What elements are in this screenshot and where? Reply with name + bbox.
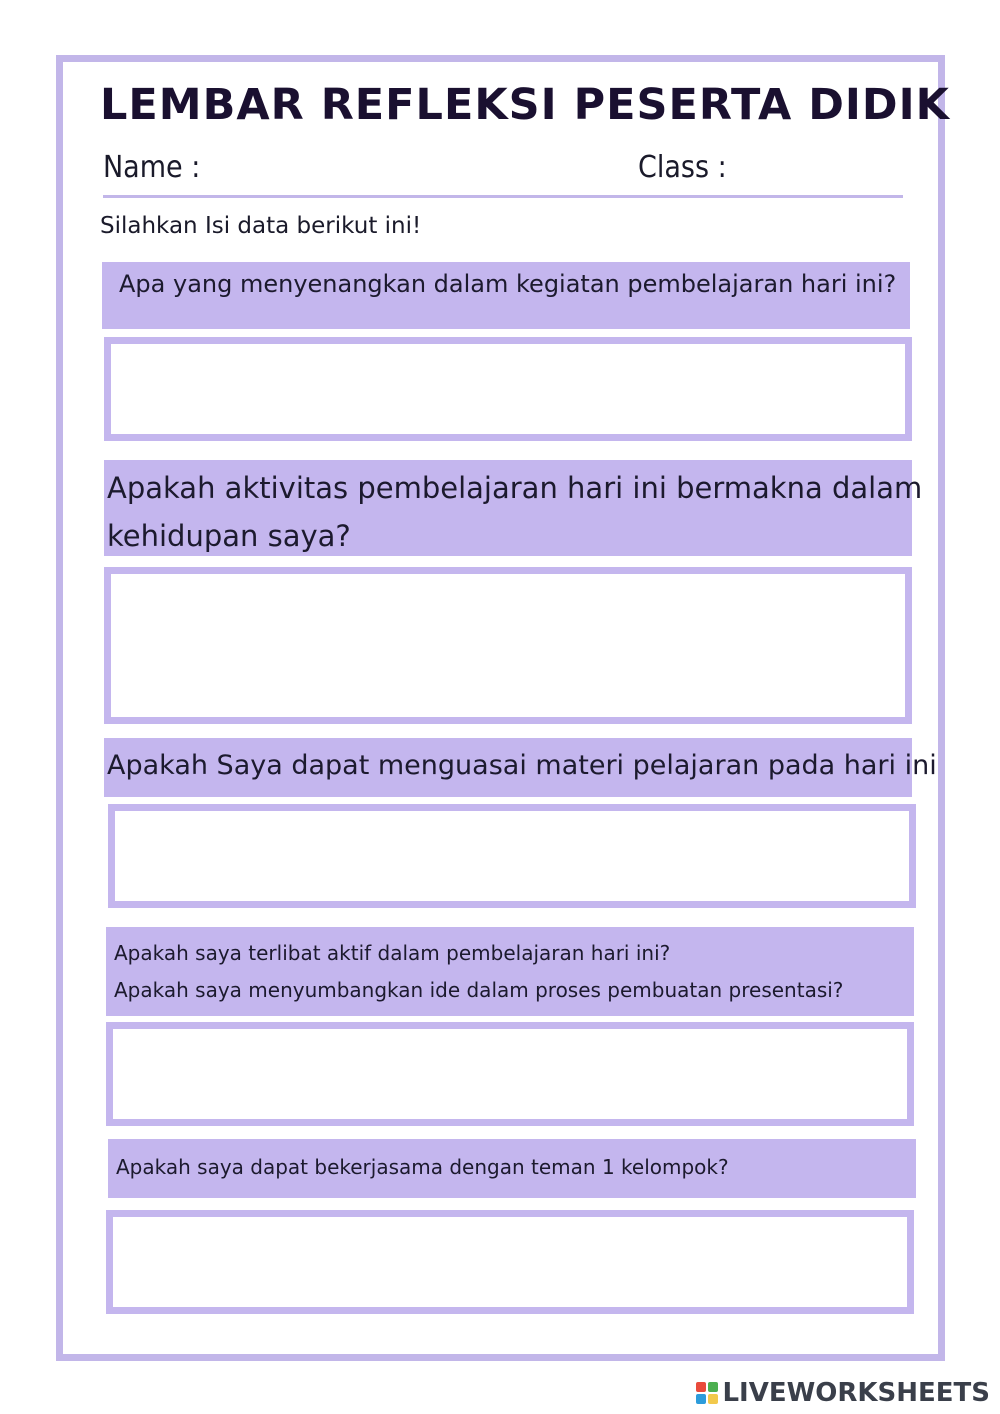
question-2 <box>104 460 923 556</box>
question-2-line-1: Apakah aktivitas pembelajaran hari ini bermakna dalam <box>107 471 923 505</box>
logo-square-red <box>696 1382 706 1392</box>
answer-box-4[interactable] <box>106 1022 914 1126</box>
logo-square-blue <box>696 1394 706 1404</box>
question-1 <box>102 262 910 329</box>
question-1-line-1: Apa yang menyenangkan dalam kegiatan pembelajaran hari ini? <box>119 270 897 298</box>
liveworksheets-footer[interactable] <box>696 1378 990 1408</box>
question-3-line-1: Apakah Saya dapat menguasai materi pelajaran pada hari ini <box>107 750 937 781</box>
liveworksheets-logo-icon <box>696 1382 718 1404</box>
answer-box-3[interactable] <box>108 804 916 908</box>
question-4 <box>106 927 914 1016</box>
instruction-text: Silahkan Isi data berikut ini! <box>100 213 422 239</box>
question-2-line-2: kehidupan saya? <box>107 519 351 553</box>
worksheet-title: LEMBAR REFLEKSI PESERTA DIDIK <box>100 80 950 130</box>
answer-box-5[interactable] <box>106 1210 914 1314</box>
question-4-line-1: Apakah saya terlibat aktif dalam pembelajaran hari ini? <box>114 941 671 965</box>
answer-box-2[interactable] <box>104 567 912 724</box>
logo-square-yellow <box>708 1394 718 1404</box>
liveworksheets-brand: LIVEWORKSHEETS <box>722 1378 990 1408</box>
question-4-line-2: Apakah saya menyumbangkan ide dalam proses pembuatan presentasi? <box>114 978 844 1002</box>
class-label: Class : <box>638 150 727 185</box>
question-3 <box>104 738 937 797</box>
name-label: Name : <box>103 150 201 185</box>
answer-box-1[interactable] <box>104 337 912 441</box>
logo-square-green <box>708 1382 718 1392</box>
question-5 <box>108 1139 916 1198</box>
name-class-underline <box>103 195 903 198</box>
question-5-line-1: Apakah saya dapat bekerjasama dengan teman 1 kelompok? <box>116 1155 729 1179</box>
